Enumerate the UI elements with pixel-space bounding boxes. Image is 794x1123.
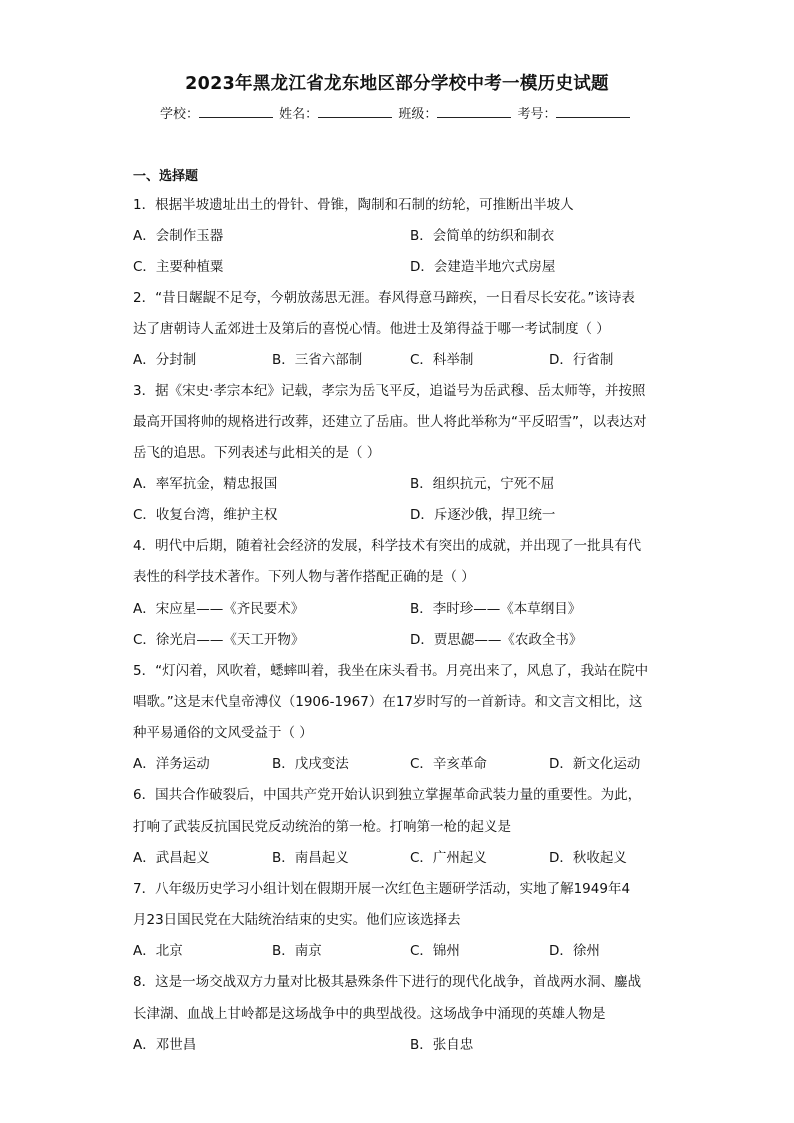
question-5-line-2: 唱歌。”这是末代皇帝溥仪（1906-1967）在17岁时写的一首新诗。和文言文相比，这: [133, 694, 643, 710]
question-1-line-1: 1．根据半坡遗址出土的骨针、骨锥，陶制和石制的纺轮，可推断出半坡人: [133, 197, 574, 213]
question-7-option-c: C．锦州: [410, 943, 460, 959]
question-2-line-2: 达了唐朝诗人孟郊进士及第后的喜悦心情。他进士及第得益于哪一考试制度（ ）: [133, 321, 610, 337]
question-4-line-1: 4．明代中后期，随着社会经济的发展，科学技术有突出的成就，并出现了一批具有代: [133, 538, 642, 554]
question-1-option-c: C．主要种植粟: [133, 259, 224, 275]
question-1-option-a: A．会制作玉器: [133, 228, 224, 244]
class-label: 班级：: [398, 107, 438, 122]
question-5-option-a: A．洋务运动: [133, 756, 210, 772]
class-blank: [437, 105, 511, 118]
question-3-line-2: 最高开国将帅的规格进行改葬，还建立了岳庙。世人将此举称为“平反昭雪”，以表达对: [133, 414, 647, 430]
school-blank: [199, 105, 273, 118]
question-4-option-a: A．宋应星——《齐民要术》: [133, 601, 305, 617]
question-5-line-1: 5．“灯闪着，风吹着，蟋蟀叫着，我坐在床头看书。月亮出来了，风息了，我站在院中: [133, 663, 649, 679]
question-3-line-1: 3．据《宋史·孝宗本纪》记载，孝宗为岳飞平反，追谥号为岳武穆、岳太师等，并按照: [133, 383, 646, 399]
question-1-option-d: D．会建造半地穴式房屋: [410, 259, 556, 275]
section-title: 一、选择题: [133, 169, 199, 184]
question-8-option-b: B．张自忠: [410, 1037, 474, 1053]
question-4-option-b: B．李时珍——《本草纲目》: [410, 601, 582, 617]
question-2-option-c: C．科举制: [410, 352, 474, 368]
question-4-line-2: 表性的科学技术著作。下列人物与著作搭配正确的是（ ）: [133, 569, 475, 585]
question-6-option-c: C．广州起义: [410, 850, 487, 866]
question-8-line-2: 长津湖、血战上甘岭都是这场战争中的典型战役。这场战争中涌现的英雄人物是: [133, 1006, 606, 1022]
question-6-option-a: A．武昌起义: [133, 850, 210, 866]
exam-number-label: 考号：: [517, 107, 557, 122]
question-3-option-d: D．斥逐沙俄，捍卫统一: [410, 507, 556, 523]
name-label: 姓名：: [279, 107, 319, 122]
name-blank: [318, 105, 392, 118]
question-6-line-2: 打响了武装反抗国民党反动统治的第一枪。打响第一枪的起义是: [133, 819, 511, 835]
question-2-option-d: D．行省制: [549, 352, 614, 368]
question-5-option-c: C．辛亥革命: [410, 756, 487, 772]
question-7-option-d: D．徐州: [549, 943, 600, 959]
question-2-option-b: B．三省六部制: [272, 352, 363, 368]
question-5-line-3: 种平易通俗的文风受益于（ ）: [133, 725, 313, 741]
question-6-line-1: 6．国共合作破裂后，中国共产党开始认识到独立掌握革命武装力量的重要性。为此，: [133, 787, 642, 803]
exam-number-blank: [556, 105, 630, 118]
question-7-option-b: B．南京: [272, 943, 322, 959]
question-2-line-1: 2．“昔日龌龊不足夸，今朝放荡思无涯。春风得意马蹄疾，一日看尽长安花。”该诗表: [133, 290, 635, 306]
question-3-option-a: A．率军抗金，精忠报国: [133, 476, 278, 492]
question-7-option-a: A．北京: [133, 943, 183, 959]
question-6-option-b: B．南昌起义: [272, 850, 349, 866]
school-label: 学校：: [160, 107, 200, 122]
page-title: 2023年黑龙江省龙东地区部分学校中考一模历史试题: [185, 74, 609, 94]
question-7-line-2: 月23日国民党在大陆统治结束的史实。他们应该选择去: [133, 912, 461, 928]
question-6-option-d: D．秋收起义: [549, 850, 627, 866]
student-info-row: [160, 103, 632, 122]
question-8-option-a: A．邓世昌: [133, 1037, 197, 1053]
question-5-option-b: B．戊戌变法: [272, 756, 349, 772]
question-5-option-d: D．新文化运动: [549, 756, 641, 772]
question-3-option-b: B．组织抗元，宁死不屈: [410, 476, 555, 492]
question-4-option-c: C．徐光启——《天工开物》: [133, 632, 305, 648]
question-7-line-1: 7．八年级历史学习小组计划在假期开展一次红色主题研学活动，实地了解1949年4: [133, 881, 631, 897]
question-3-option-c: C．收复台湾，维护主权: [133, 507, 278, 523]
question-2-option-a: A．分封制: [133, 352, 197, 368]
question-1-option-b: B．会简单的纺织和制衣: [410, 228, 555, 244]
question-3-line-3: 岳飞的追思。下列表述与此相关的是（ ）: [133, 445, 381, 461]
question-4-option-d: D．贾思勰——《农政全书》: [410, 632, 583, 648]
question-8-line-1: 8．这是一场交战双方力量对比极其悬殊条件下进行的现代化战争，首战两水洞、鏖战: [133, 974, 642, 990]
